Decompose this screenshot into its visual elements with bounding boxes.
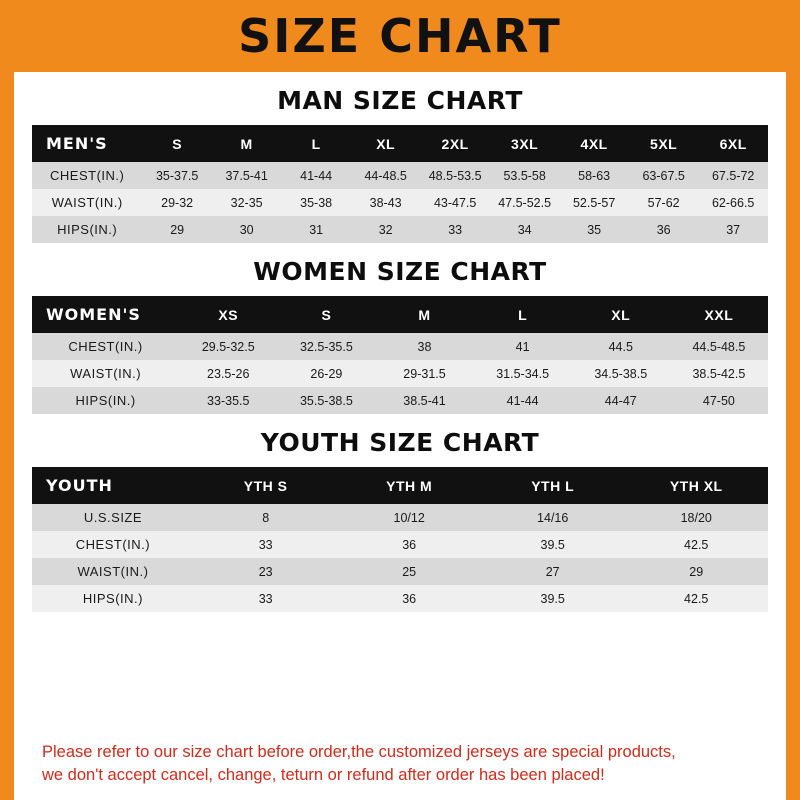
cell: 33-35.5 (179, 387, 277, 414)
cell: 38.5-41 (375, 387, 473, 414)
col-head-3xl: 3XL (490, 125, 560, 162)
col-head-mens: MEN'S (32, 125, 142, 162)
cell: 32 (351, 216, 421, 243)
cell: 23.5-26 (179, 360, 277, 387)
cell: 58-63 (559, 162, 629, 189)
section-title-youth: YOUTH SIZE CHART (260, 428, 540, 457)
cell: 36 (337, 531, 481, 558)
row-label-chest: CHEST(IN.) (32, 531, 194, 558)
table-row (32, 387, 768, 414)
cell: 33 (194, 585, 338, 612)
cell: 35-37.5 (142, 162, 212, 189)
cell: 25 (337, 558, 481, 585)
cell: 29-31.5 (375, 360, 473, 387)
cell: 42.5 (624, 531, 768, 558)
table-row (32, 531, 768, 558)
section-man (32, 86, 768, 243)
col-head-5xl: 5XL (629, 125, 699, 162)
cell: 8 (194, 504, 338, 531)
cell: 38 (375, 333, 473, 360)
row-label-us-size: U.S.SIZE (32, 504, 194, 531)
youth-size-table (32, 467, 768, 612)
cell: 53.5-58 (490, 162, 560, 189)
cell: 29 (142, 216, 212, 243)
col-head-s: S (142, 125, 212, 162)
col-head-4xl: 4XL (559, 125, 629, 162)
women-table-head (32, 296, 768, 333)
section-women (32, 257, 768, 414)
cell: 44-48.5 (351, 162, 421, 189)
col-head-xl: XL (351, 125, 421, 162)
cell: 32.5-35.5 (277, 333, 375, 360)
footer-line-2: we don't accept cancel, change, teturn or refund after order has been placed! (42, 765, 605, 784)
col-head-youth: YOUTH (32, 467, 194, 504)
row-label-waist: WAIST(IN.) (32, 360, 179, 387)
youth-table-body (32, 504, 768, 612)
table-row (32, 504, 768, 531)
cell: 47.5-52.5 (490, 189, 560, 216)
row-label-chest: CHEST(IN.) (32, 333, 179, 360)
col-head-yth-xl: YTH XL (624, 467, 768, 504)
col-head-s: S (277, 296, 375, 333)
row-label-waist: WAIST(IN.) (32, 558, 194, 585)
cell: 38.5-42.5 (670, 360, 768, 387)
cell: 34 (490, 216, 560, 243)
col-head-6xl: 6XL (698, 125, 768, 162)
table-header-row (32, 125, 768, 162)
col-head-2xl: 2XL (420, 125, 490, 162)
man-table-head (32, 125, 768, 162)
col-head-yth-m: YTH M (337, 467, 481, 504)
row-label-hips: HIPS(IN.) (32, 585, 194, 612)
man-size-table (32, 125, 768, 243)
cell: 36 (629, 216, 699, 243)
col-head-yth-l: YTH L (481, 467, 625, 504)
cell: 41 (474, 333, 572, 360)
women-table-body (32, 333, 768, 414)
cell: 18/20 (624, 504, 768, 531)
cell: 29-32 (142, 189, 212, 216)
col-head-xl: XL (572, 296, 670, 333)
cell: 44-47 (572, 387, 670, 414)
women-size-table (32, 296, 768, 414)
cell: 33 (420, 216, 490, 243)
cell: 35 (559, 216, 629, 243)
cell: 35.5-38.5 (277, 387, 375, 414)
footer-disclaimer (28, 733, 772, 800)
cell: 43-47.5 (420, 189, 490, 216)
cell: 14/16 (481, 504, 625, 531)
cell: 37.5-41 (212, 162, 282, 189)
table-header-row (32, 467, 768, 504)
cell: 41-44 (474, 387, 572, 414)
section-title-women: WOMEN SIZE CHART (253, 257, 547, 286)
cell: 39.5 (481, 531, 625, 558)
section-title-man: MAN SIZE CHART (277, 86, 523, 115)
cell: 44.5-48.5 (670, 333, 768, 360)
row-label-chest: CHEST(IN.) (32, 162, 142, 189)
cell: 29.5-32.5 (179, 333, 277, 360)
cell: 38-43 (351, 189, 421, 216)
cell: 41-44 (281, 162, 351, 189)
youth-table-head (32, 467, 768, 504)
section-youth (32, 428, 768, 612)
col-head-m: M (212, 125, 282, 162)
cell: 67.5-72 (698, 162, 768, 189)
table-row (32, 558, 768, 585)
table-row (32, 333, 768, 360)
row-label-waist: WAIST(IN.) (32, 189, 142, 216)
cell: 31.5-34.5 (474, 360, 572, 387)
col-head-yth-s: YTH S (194, 467, 338, 504)
col-head-womens: WOMEN'S (32, 296, 179, 333)
table-row (32, 585, 768, 612)
col-head-m: M (375, 296, 473, 333)
row-label-hips: HIPS(IN.) (32, 216, 142, 243)
col-head-xs: XS (179, 296, 277, 333)
table-header-row (32, 296, 768, 333)
cell: 63-67.5 (629, 162, 699, 189)
charts-content (14, 86, 786, 612)
table-row (32, 216, 768, 243)
cell: 36 (337, 585, 481, 612)
table-row (32, 162, 768, 189)
cell: 23 (194, 558, 338, 585)
cell: 35-38 (281, 189, 351, 216)
col-head-l: L (281, 125, 351, 162)
col-head-l: L (474, 296, 572, 333)
cell: 42.5 (624, 585, 768, 612)
cell: 52.5-57 (559, 189, 629, 216)
header-banner (0, 0, 800, 72)
cell: 57-62 (629, 189, 699, 216)
cell: 48.5-53.5 (420, 162, 490, 189)
cell: 32-35 (212, 189, 282, 216)
cell: 10/12 (337, 504, 481, 531)
footer-line-1: Please refer to our size chart before order,the customized jerseys are special products, (42, 743, 676, 762)
cell: 37 (698, 216, 768, 243)
cell: 26-29 (277, 360, 375, 387)
cell: 31 (281, 216, 351, 243)
cell: 29 (624, 558, 768, 585)
cell: 34.5-38.5 (572, 360, 670, 387)
cell: 30 (212, 216, 282, 243)
cell: 39.5 (481, 585, 625, 612)
row-label-hips: HIPS(IN.) (32, 387, 179, 414)
cell: 33 (194, 531, 338, 558)
col-head-xxl: XXL (670, 296, 768, 333)
man-table-body (32, 162, 768, 243)
table-row (32, 360, 768, 387)
cell: 44.5 (572, 333, 670, 360)
page-title: SIZE CHART (238, 9, 562, 63)
cell: 47-50 (670, 387, 768, 414)
cell: 27 (481, 558, 625, 585)
cell: 62-66.5 (698, 189, 768, 216)
table-row (32, 189, 768, 216)
